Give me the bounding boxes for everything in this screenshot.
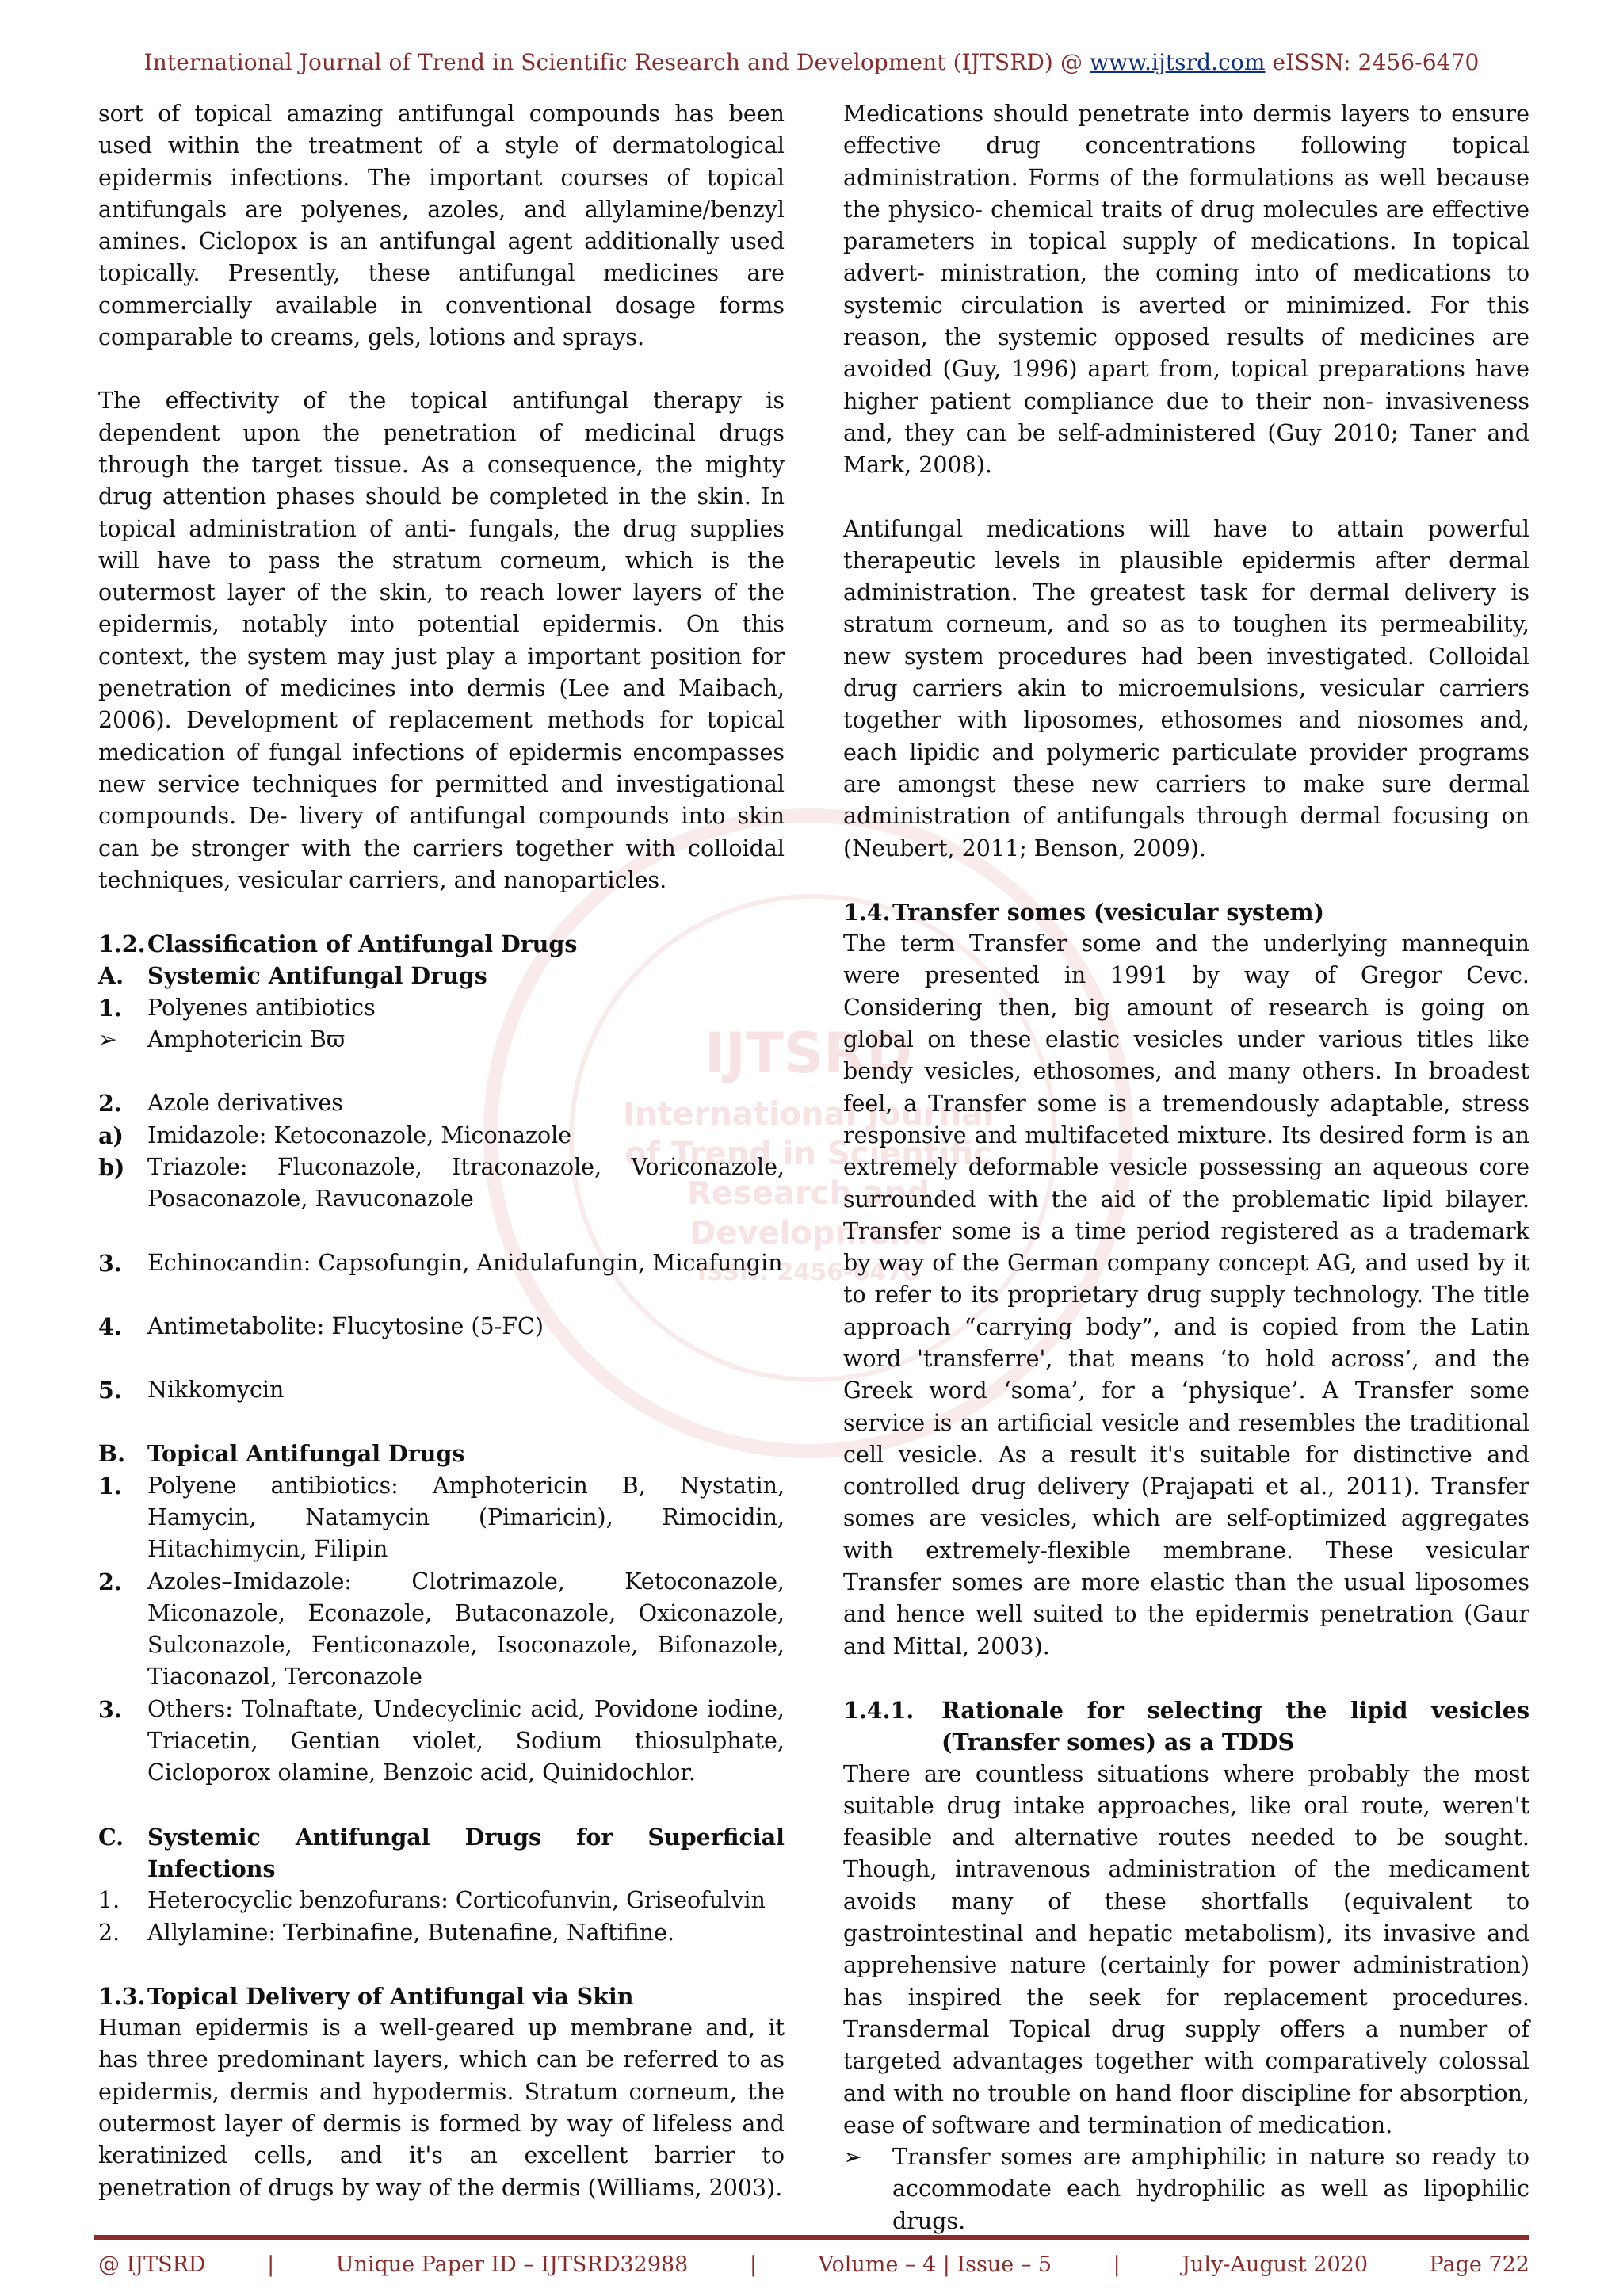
list-marker: 2.	[98, 1919, 120, 1946]
section-heading-1-4	[843, 896, 1529, 928]
section-number: 1.3.	[98, 1982, 146, 2010]
list-item	[98, 1087, 785, 1119]
list-item-text: Echinocandin: Capsofungin, Anidulafungin, Micafungin	[147, 1249, 783, 1276]
list-marker: 5.	[98, 1377, 122, 1404]
list-item-text: Nikkomycin	[147, 1377, 285, 1404]
paragraph: There are countless situations where probably the most suitable drug intake approaches, like oral route, weren't feasible and alternative routes needed to be sought. Though, intravenous administration of the medicament avoids many of these shortfalls (equivalent to gastrointestinal and hepatic metabolism), its invasive and apprehensive nature (certainly for power administration) has inspired the seek for replacement procedures. Transdermal Topical drug supply offers a number of targeted advantages together with comparatively colossal and with no trouble on hand floor discipline for absorption, ease of software and termination of medication.	[843, 1760, 1529, 2138]
journal-url-link[interactable]: www.ijtsrd.com	[1090, 49, 1266, 75]
list-item	[98, 1694, 785, 1790]
right-column	[843, 98, 1529, 2237]
section-heading-1-3	[98, 1981, 785, 2012]
list-marker: 2.	[98, 1568, 122, 1595]
section-title: Rationale for selecting the lipid vesicles (Transfer somes) as a TDDS	[941, 1696, 1529, 1756]
list-item	[98, 1120, 785, 1152]
left-column	[98, 98, 785, 2204]
section-title: Transfer somes (vesicular system)	[892, 898, 1324, 926]
list-item-text: Polyenes antibiotics	[147, 994, 376, 1021]
list-marker: A.	[98, 962, 124, 990]
list-item	[98, 1024, 785, 1056]
section-number: 1.4.1.	[843, 1696, 915, 1724]
list-item	[98, 1917, 785, 1949]
bullet-item-text: Transfer somes are amphiphilic in nature so ready to accommodate each hydrophilic as well as lipophilic drugs.	[892, 2144, 1529, 2234]
footer-rule	[94, 2235, 1529, 2240]
footer-separator: |	[1113, 2252, 1121, 2277]
arrow-bullet-icon: ➢	[843, 2144, 862, 2171]
list-marker: 4.	[98, 1312, 122, 1340]
subheading-topical	[98, 1438, 785, 1469]
watermark-line: IJTSRD	[704, 1021, 913, 1086]
list-item	[98, 1470, 785, 1566]
section-heading-1-4-1	[843, 1694, 1529, 1759]
paragraph: sort of topical amazing antifungal compounds has been used within the treatment of a style of dermatological epidermis infections. The important courses of topical antifungals are polyenes, azoles, and allylamine/benzyl amines. Ciclopox is an antifungal agent additionally used topically. Presently, these antifungal medicines are commercially available in conventional dosage forms comparable to creams, gels, lotions and sprays.	[98, 101, 785, 351]
list-item-text: Azoles–Imidazole: Clotrimazole, Ketoconazole, Miconazole, Econazole, Butaconazole, Oxiconazole, Sulconazole, Fenticonazole, Isoconazole, Bifonazole, Tiaconazol, Terconazole	[147, 1568, 785, 1690]
arrow-bullet-icon: ➢	[98, 1026, 117, 1053]
list-item-text: Amphotericin Bϖ	[147, 1026, 346, 1053]
section-number: 1.4.	[843, 898, 891, 926]
list-item-text: Imidazole: Ketoconazole, Miconazole	[147, 1121, 572, 1148]
paragraph: Antifungal medications will have to attain powerful therapeutic levels in plausible epidermis after dermal administration. The greatest task for dermal delivery is stratum corneum, and so as to toughen its permeability, new system procedures had been investigated. Colloidal drug carriers akin to microemulsions, vesicular carriers together with liposomes, ethosomes and niosomes and, each lipidic and polymeric particulate provider programs are amongst these new carriers to make sure dermal administration of antifungals through dermal focusing on (Neubert, 2011; Benson, 2009).	[843, 515, 1529, 861]
watermark-line: International Journal	[623, 1096, 994, 1133]
list-item	[98, 1247, 785, 1279]
list-marker: B.	[98, 1440, 126, 1468]
issn: eISSN: 2456-6470	[1265, 49, 1480, 75]
list-marker: 2.	[98, 1090, 122, 1117]
subheading-title: Systemic Antifungal Drugs	[147, 962, 487, 990]
subheading-superficial	[98, 1821, 785, 1885]
footer-volume: Volume – 4 | Issue – 5	[818, 2252, 1052, 2277]
list-item	[98, 1152, 785, 1216]
list-marker: a)	[98, 1121, 124, 1149]
watermark-line: Research and	[687, 1175, 930, 1212]
paragraph: The effectivity of the topical antifungal therapy is dependent upon the penetration of medicinal drugs through the target tissue. As a consequence, the mighty drug attention phases should be completed in the skin. In topical administration of anti- fungals, the drug supplies will have to pass the stratum corneum, which is the outermost layer of the skin, to reach lower layers of the epidermis, notably into potential epidermis. On this context, the system may just play a important position for penetration of medicines into dermis (Lee and Maibach, 2006). Development of replacement methods for topical medication of fungal infections of epidermis encompasses new service techniques for permitted and investigational compounds. De- livery of antifungal compounds into skin can be stronger with the carriers together with colloidal techniques, vesicular carriers, and nanoparticles.	[98, 388, 785, 893]
list-item-text: Others: Tolnaftate, Undecyclinic acid, Povidone iodine, Triacetin, Gentian violet, Sodium thiosulphate, Cicloporox olamine, Benzoic acid, Quinidochlor.	[147, 1695, 785, 1786]
section-heading-1-2	[98, 928, 785, 960]
page-footer	[98, 2252, 1529, 2277]
footer-separator: |	[749, 2252, 757, 2277]
list-marker: 1.	[98, 1472, 122, 1499]
paragraph: The term Transfer some and the underlying mannequin were presented in 1991 by way of Gregor Cevc. Considering then, big amount of research is going on global on these elastic vesicles under various titles like bendy vesicles, ethosomes, and many others. In broadest feel, a Transfer some is a tremendously adaptable, stress responsive and multifaceted mixture. Its desired form is an extremely deformable vesicle possessing an aqueous core surrounded with the aid of the problematic lipid bilayer. Transfer some is a time period registered as a trademark by way of the German company concept AG, and used by it to refer to its proprietary drug supply technology. The title approach “carrying body”, and is copied from the Latin word 'transferre', that means ‘to hold across’, and the Greek word ‘soma’, for a ‘physique’. A Transfer some service is an artificial vesicle and resembles the traditional cell vesicle. As a result it's suitable for distinctive and controlled drug delivery (Prajapati et al., 2011). Transfer somes are vesicles, which are self-optimized aggregates with extremely-flexible membrane. These vesicular Transfer somes are more elastic than the usual liposomes and hence well suited to the epidermis penetration (Gaur and Mittal, 2003).	[843, 930, 1529, 1660]
list-marker: 1.	[98, 994, 122, 1022]
section-title: Classification of Antifungal Drugs	[147, 930, 578, 958]
list-marker: 3.	[98, 1249, 122, 1277]
subheading-systemic	[98, 960, 785, 991]
footer-date: July-August 2020	[1182, 2252, 1369, 2277]
list-marker: 3.	[98, 1695, 122, 1723]
watermark-line: of Trend in Scientific	[624, 1136, 992, 1172]
list-item-text: Allylamine: Terbinafine, Butenafine, Naftifine.	[147, 1919, 675, 1946]
running-header	[0, 49, 1623, 75]
list-marker: b)	[98, 1153, 125, 1181]
footer-paper-id: Unique Paper ID – IJTSRD32988	[335, 2252, 689, 2277]
footer-publisher: @ IJTSRD	[98, 2252, 206, 2277]
list-item-text: Triazole: Fluconazole, Itraconazole, Voriconazole, Posaconazole, Ravuconazole	[147, 1153, 785, 1213]
list-item	[98, 1566, 785, 1694]
watermark-line: ISSN: 2456-6470	[697, 1259, 920, 1286]
subheading-title: Topical Antifungal Drugs	[147, 1440, 465, 1468]
watermark-line: Development	[689, 1215, 927, 1251]
list-item	[98, 1311, 785, 1343]
list-item	[98, 1374, 785, 1406]
list-item	[98, 1885, 785, 1916]
footer-separator: |	[267, 2252, 275, 2277]
paragraph: Human epidermis is a well-geared up membrane and, it has three predominant layers, which can be referred to as epidermis, dermis and hypodermis. Stratum corneum, the outermost layer of dermis is formed by way of lifeless and keratinized cells, and it's an excellent barrier to penetration of drugs by way of the dermis (Williams, 2003).	[98, 2015, 785, 2201]
section-number: 1.2.	[98, 930, 146, 958]
list-marker: 1.	[98, 1887, 120, 1914]
section-title: Topical Delivery of Antifungal via Skin	[147, 1982, 634, 2010]
list-item-text: Polyene antibiotics: Amphotericin B, Nystatin, Hamycin, Natamycin (Pimaricin), Rimocidin, Hitachimycin, Filipin	[147, 1472, 785, 1563]
list-item-text: Azole derivatives	[147, 1090, 343, 1117]
list-item-text: Heterocyclic benzofurans: Corticofunvin, Griseofulvin	[147, 1887, 766, 1914]
bullet-item	[843, 2141, 1529, 2237]
footer-page-number: Page 722	[1429, 2252, 1529, 2277]
list-item-text: Antimetabolite: Flucytosine (5-FC)	[147, 1312, 544, 1339]
list-marker: C.	[98, 1823, 124, 1851]
list-item	[98, 992, 785, 1024]
journal-name: International Journal of Trend in Scientific Research and Development (IJTSRD) @	[143, 49, 1090, 75]
subheading-title: Systemic Antifungal Drugs for Superficial Infections	[147, 1823, 785, 1882]
paragraph: Medications should penetrate into dermis layers to ensure effective drug concentrations following topical administration. Forms of the formulations as well because the physico- chemical traits of drug molecules are effective parameters in topical supply of medications. In topical advert- ministration, the coming into of medications to systemic circulation is averted or minimized. For this reason, the systemic opposed results of medicines are avoided (Guy, 1996) apart from, topical preparations have higher patient compliance due to their non- invasiveness and, they can be self-administered (Guy 2010; Taner and Mark, 2008).	[843, 101, 1529, 479]
